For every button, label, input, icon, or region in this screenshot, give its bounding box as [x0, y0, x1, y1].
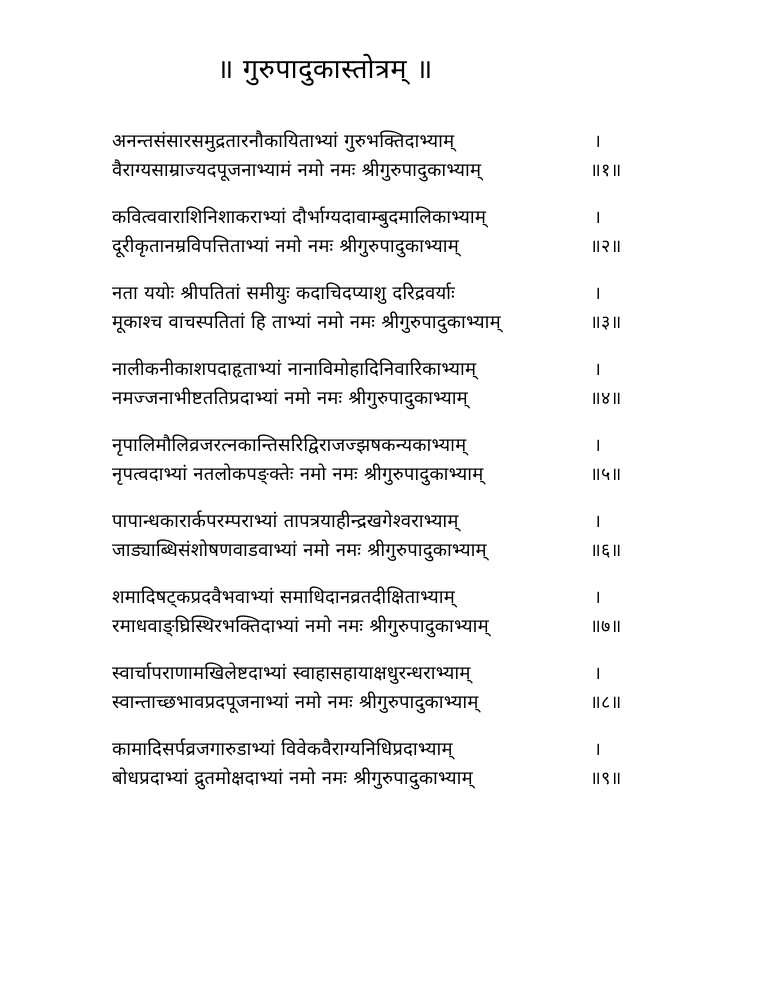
danda-mark: । [594, 435, 602, 456]
page-title: ॥ गुरुपादुकास्तोत्रम् ॥ [217, 54, 433, 85]
verse-number: ॥६॥ [590, 540, 622, 561]
verse-line [112, 355, 632, 384]
stanza-list [112, 127, 632, 811]
verse-line [112, 688, 632, 717]
verse-text: रमाधवाङ्घ्रिस्थिरभक्तिदाभ्यां नमो नमः श्रीगुरुपादुकाभ्याम् [112, 616, 489, 637]
verse-text: दूरीकृतानम्रविपत्तिताभ्यां नमो नमः श्रीगुरुपादुकाभ्याम् [112, 236, 459, 257]
stanza-4 [112, 355, 632, 413]
verse-text: नालीकनीकाशपदाहृताभ्यां नानाविमोहादिनिवारिकाभ्याम् [112, 359, 477, 380]
danda-mark: । [594, 131, 602, 152]
verse-text: बोधप्रदाभ्यां द्रुतमोक्षदाभ्यां नमो नमः श्रीगुरुपादुकाभ्याम् [112, 768, 473, 789]
verse-text: स्वान्ताच्छभावप्रदपूजनाभ्यां नमो नमः श्रीगुरुपादुकाभ्याम् [112, 692, 479, 713]
verse-text: पापान्धकारार्कपरम्पराभ्यां तापत्रयाहीन्द्रखगेश्वराभ्याम् [112, 511, 459, 532]
verse-line [112, 612, 632, 641]
verse-number: ॥१॥ [590, 160, 622, 181]
stanza-9 [112, 735, 632, 793]
verse-text: नृपालिमौलिव्रजरत्नकान्तिसरिद्विराजज्झषकन्यकाभ्याम् [112, 435, 467, 456]
verse-line [112, 460, 632, 489]
verse-number: ॥९॥ [590, 768, 622, 789]
verse-line [112, 583, 632, 612]
verse-number: ॥३॥ [590, 312, 622, 333]
verse-text: नता ययोः श्रीपतितां समीयुः कदाचिदप्याशु दरिद्रवर्याः [112, 283, 455, 304]
verse-line [112, 384, 632, 413]
verse-line [112, 659, 632, 688]
verse-line [112, 127, 632, 156]
danda-mark: । [594, 663, 602, 684]
danda-mark: । [594, 511, 602, 532]
verse-line [112, 735, 632, 764]
verse-text: मूकाश्च वाचस्पतितां हि ताभ्यां नमो नमः श्रीगुरुपादुकाभ्याम् [112, 312, 501, 333]
danda-mark: । [594, 359, 602, 380]
verse-text: नृपत्वदाभ्यां नतलोकपङ्क्तेः नमो नमः श्रीगुरुपादुकाभ्याम् [112, 464, 484, 485]
danda-mark: । [594, 739, 602, 760]
stanza-3 [112, 279, 632, 337]
verse-line [112, 431, 632, 460]
verse-line [112, 507, 632, 536]
verse-text: स्वार्चापराणामखिलेष्टदाभ्यां स्वाहासहायाक्षधुरन्धराभ्याम् [112, 663, 471, 684]
verse-text: जाड्याब्धिसंशोषणवाडवाभ्यां नमो नमः श्रीगुरुपादुकाभ्याम् [112, 540, 487, 561]
verse-number: ॥८॥ [590, 692, 622, 713]
danda-mark: । [594, 587, 602, 608]
danda-mark: । [594, 207, 602, 228]
stanza-1 [112, 127, 632, 185]
verse-text: कवित्ववाराशिनिशाकराभ्यां दौर्भाग्यदावाम्बुदमालिकाभ्याम् [112, 207, 487, 228]
verse-number: ॥४॥ [590, 388, 622, 409]
stanza-8 [112, 659, 632, 717]
stanza-2 [112, 203, 632, 261]
verse-line [112, 536, 632, 565]
verse-line [112, 764, 632, 793]
verse-line [112, 156, 632, 185]
verse-line [112, 232, 632, 261]
verse-text: शमादिषट्कप्रदवैभवाभ्यां समाधिदानव्रतदीक्षिताभ्याम् [112, 587, 456, 608]
stanza-5 [112, 431, 632, 489]
verse-number: ॥२॥ [590, 236, 622, 257]
verse-number: ॥७॥ [590, 616, 622, 637]
stanza-6 [112, 507, 632, 565]
verse-text: नमज्जनाभीष्टततिप्रदाभ्यां नमो नमः श्रीगुरुपादुकाभ्याम् [112, 388, 468, 409]
verse-text: अनन्तसंसारसमुद्रतारनौकायिताभ्यां गुरुभक्तिदाभ्याम् [112, 131, 455, 152]
stanza-7 [112, 583, 632, 641]
verse-line [112, 203, 632, 232]
verse-line [112, 279, 632, 308]
verse-text: कामादिसर्पव्रजगारुडाभ्यां विवेकवैराग्यनिधिप्रदाभ्याम् [112, 739, 453, 760]
verse-line [112, 308, 632, 337]
verse-text: वैराग्यसाम्राज्यदपूजनाभ्यामं नमो नमः श्रीगुरुपादुकाभ्याम् [112, 160, 482, 181]
verse-number: ॥५॥ [590, 464, 622, 485]
danda-mark: । [594, 283, 602, 304]
